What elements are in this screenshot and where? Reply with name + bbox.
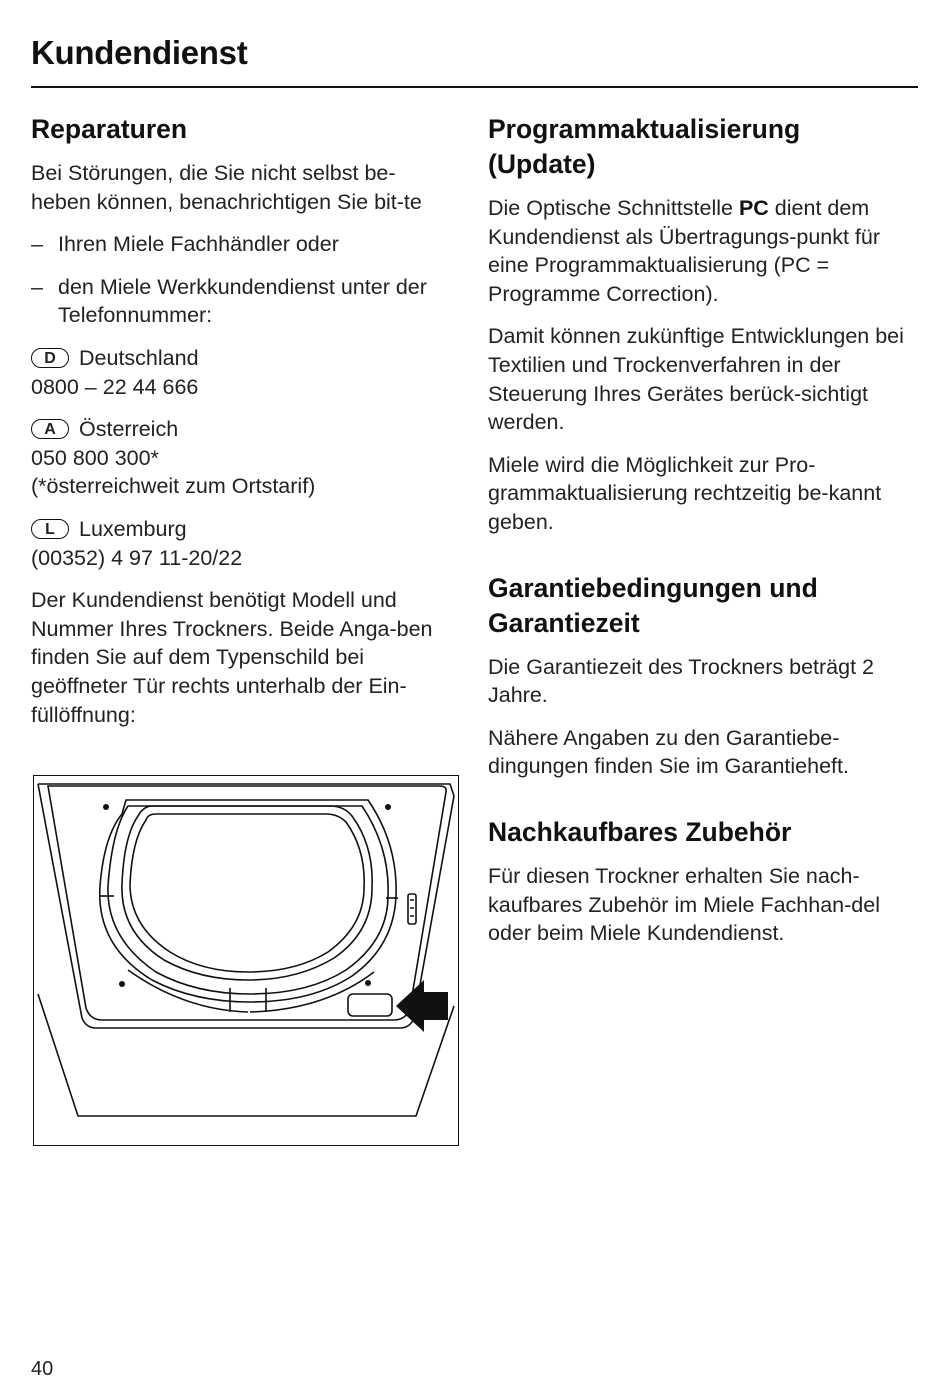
list-item bbox=[31, 273, 458, 330]
pc-label: PC bbox=[738, 196, 769, 220]
left-column bbox=[31, 112, 461, 743]
repair-heading: Reparaturen bbox=[31, 114, 188, 144]
update-text-end: dient dem Kundendienst als Übertragungs-punkt für eine Programmaktualisierung (PC = Programme Correction). bbox=[488, 196, 881, 306]
title-divider bbox=[31, 86, 918, 88]
list-item-text: Ihren Miele Fachhändler oder bbox=[58, 232, 339, 257]
country-entry-austria bbox=[31, 415, 461, 501]
phone-note: (*österreichweit zum Ortstarif) bbox=[31, 474, 316, 499]
right-column bbox=[488, 112, 920, 962]
update-paragraph-3: Miele wird die Möglichkeit zur Pro-grammaktualisierung rechtzeitig be-kannt geben. bbox=[488, 452, 882, 534]
dryer-type-plate-illustration bbox=[33, 775, 459, 1146]
arrow-icon bbox=[396, 980, 448, 1032]
phone-number: 0800 – 22 44 666 bbox=[31, 374, 199, 399]
update-paragraph-1 bbox=[488, 194, 920, 308]
page-title: Kundendienst bbox=[31, 34, 248, 71]
accessories-heading: Nachkaufbares Zubehör bbox=[488, 816, 792, 847]
model-info-paragraph: Der Kundendienst benötigt Modell und Nummer Ihres Trockners. Beide Anga-ben finden Sie auf dem Typenschild bei geöffneter Tür rechts unterhalb der Ein-füllöffnung: bbox=[31, 588, 433, 727]
list-dash: – bbox=[31, 274, 43, 299]
list-item-text: den Miele Werkkundendienst unter der Telefonnummer: bbox=[58, 274, 427, 328]
country-code-badge: D bbox=[31, 348, 69, 368]
repair-intro: Bei Störungen, die Sie nicht selbst be-heben können, benachrichtigen Sie bit-te bbox=[31, 161, 422, 214]
warranty-heading: Garantiebedingungen und Garantiezeit bbox=[488, 572, 818, 638]
country-code-badge: L bbox=[31, 519, 69, 539]
country-entry-luxembourg bbox=[31, 515, 461, 572]
country-name: Österreich bbox=[79, 417, 179, 442]
update-paragraph-2: Damit können zukünftige Entwicklungen bei Textilien und Trockenverfahren in der Steuerung Ihres Gerätes berück-sichtigt werden. bbox=[488, 324, 904, 435]
phone-number: (00352) 4 97 11-20/22 bbox=[31, 545, 243, 570]
dryer-door-drawing bbox=[34, 776, 457, 1144]
warranty-paragraph-1: Die Garantiezeit des Trockners beträgt 2 Jahre. bbox=[488, 654, 874, 708]
phone-number: 050 800 300* bbox=[31, 445, 159, 470]
list-dash: – bbox=[31, 232, 43, 257]
country-code-badge: A bbox=[31, 419, 69, 439]
update-text-start: Die Optische Schnittstelle bbox=[488, 196, 739, 220]
update-heading: Programmaktualisierung (Update) bbox=[488, 114, 801, 179]
country-entry-germany bbox=[31, 344, 461, 401]
page-number: 40 bbox=[31, 1358, 54, 1380]
list-item bbox=[31, 230, 461, 259]
accessories-paragraph: Für diesen Trockner erhalten Sie nach-kaufbares Zubehör im Miele Fachhan-del oder beim Miele Kundendienst. bbox=[488, 863, 880, 946]
warranty-paragraph-2: Nähere Angaben zu den Garantiebe-dingungen finden Sie im Garantieheft. bbox=[488, 725, 849, 779]
country-name: Deutschland bbox=[79, 345, 199, 370]
country-name: Luxemburg bbox=[79, 516, 187, 541]
